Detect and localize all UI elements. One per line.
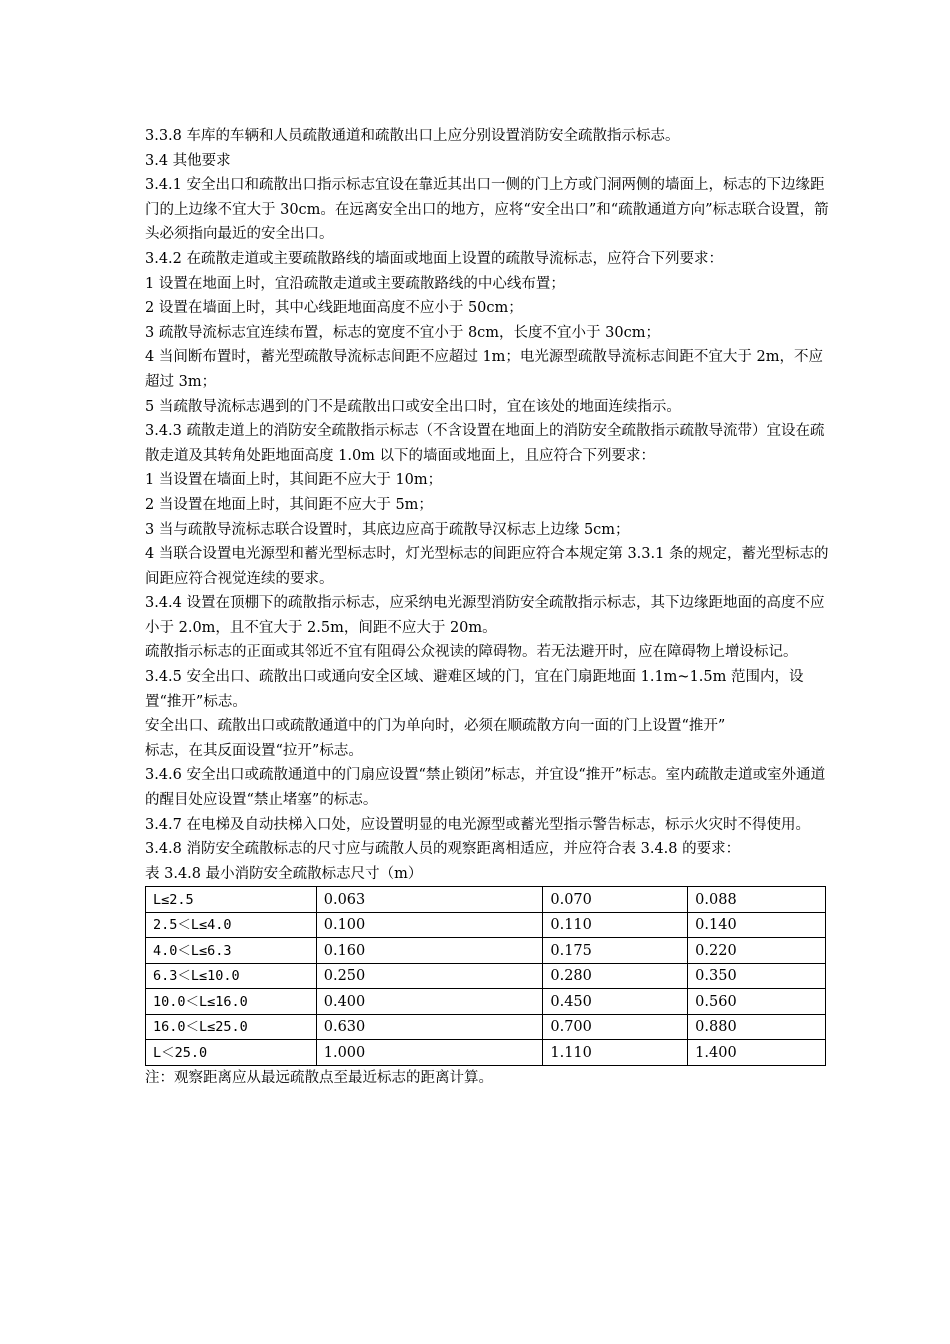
table-row (146, 989, 826, 1015)
table-cell-range: L≤2.5 (146, 887, 317, 913)
table-cell: 0.100 (316, 912, 543, 938)
table-cell: 0.560 (688, 989, 826, 1015)
table-row (146, 912, 826, 938)
table-cell: 0.700 (543, 1014, 688, 1040)
table-cell-range: 2.5＜L≤4.0 (146, 912, 317, 938)
table-cell-range: 4.0＜L≤6.3 (146, 938, 317, 964)
table-cell: 0.070 (543, 887, 688, 913)
clause-3-4-3-item-1: 1 当设置在墙面上时，其间距不应大于 10m； (145, 472, 443, 489)
clause-3-4-2-item-5: 5 当疏散导流标志遇到的门不是疏散出口或安全出口时，宜在该处的地面连续指示。 (145, 398, 681, 415)
table-row (146, 1014, 826, 1040)
table-cell: 0.280 (543, 963, 688, 989)
table-cell: 1.400 (688, 1040, 826, 1066)
document-page (145, 124, 835, 1091)
table-note: 注：观察距离应从最远疏散点至最近标志的距离计算。 (145, 1069, 493, 1086)
table-cell-range: 16.0＜L≤25.0 (146, 1014, 317, 1040)
clause-3-4-5-cont-1: 安全出口、疏散出口或疏散通道中的门为单向时，必须在顺疏散方向一面的门上设置“推开” (145, 718, 726, 735)
table-cell: 0.063 (316, 887, 543, 913)
clause-3-4-2-item-2: 2 设置在墙面上时，其中心线距地面高度不应小于 50cm； (145, 300, 523, 317)
section-heading-3-4: 3.4 其他要求 (145, 152, 231, 169)
table-cell: 1.000 (316, 1040, 543, 1066)
table-cell: 0.450 (543, 989, 688, 1015)
table-cell: 0.140 (688, 912, 826, 938)
table-cell-range: 6.3＜L≤10.0 (146, 963, 317, 989)
table-row (146, 963, 826, 989)
table-row (146, 938, 826, 964)
clause-3-4-4: 3.4.4 设置在顶棚下的疏散指示标志，应采纳电光源型消防安全疏散指示标志，其下边缘距地面的高度不应小于 2.0m，且不宜大于 2.5m，间距不应大于 20m。 (145, 595, 825, 636)
clause-3-4-1: 3.4.1 安全出口和疏散出口指示标志宜设在靠近其出口一侧的门上方或门洞两侧的墙面上，标志的下边缘距门的上边缘不宜大于 30cm。在远离安全出口的地方，应将“安全出口”和“疏散通道方向”标志联合设置，箭头必须指向最近的安全出口。 (145, 177, 829, 243)
clause-3-4-3-item-2: 2 当设置在地面上时，其间距不应大于 5m； (145, 496, 433, 513)
clause-3-4-5-cont-2: 标志，在其反面设置“拉开”标志。 (145, 742, 363, 759)
clause-3-4-4-note: 疏散指示标志的正面或其邻近不宜有阻碍公众视读的障碍物。若无法避开时，应在障碍物上增设标记。 (145, 644, 798, 661)
clause-3-4-8: 3.4.8 消防安全疏散标志的尺寸应与疏散人员的观察距离相适应，并应符合表 3.4.8 的要求： (145, 841, 741, 858)
table-cell: 0.160 (316, 938, 543, 964)
clause-3-4-5: 3.4.5 安全出口、疏散出口或通向安全区域、避难区域的门，宜在门扇距地面 1.1m~1.5m 范围内，设置“推开”标志。 (145, 669, 804, 710)
table-cell-range: 10.0＜L≤16.0 (146, 989, 317, 1015)
table-cell: 0.110 (543, 912, 688, 938)
table-cell: 0.630 (316, 1014, 543, 1040)
clause-3-4-2-item-3: 3 疏散导流标志宜连续布置，标志的宽度不宜小于 8cm，长度不宜小于 30cm； (145, 324, 660, 341)
table-cell: 1.110 (543, 1040, 688, 1066)
clause-3-4-2: 3.4.2 在疏散走道或主要疏散路线的墙面或地面上设置的疏散导流标志，应符合下列要求： (145, 250, 723, 267)
table-caption: 表 3.4.8 最小消防安全疏散标志尺寸（m） (145, 865, 423, 882)
clause-3-4-6: 3.4.6 安全出口或疏散通道中的门扇应设置“禁止锁闭”标志，并宜设“推开”标志。室内疏散走道或室外通道的醒目处应设置“禁止堵塞”的标志。 (145, 767, 826, 809)
clause-3-4-2-item-1: 1 设置在地面上时，宜沿疏散走道或主要疏散路线的中心线布置； (145, 275, 565, 292)
table-cell-range: L＜25.0 (146, 1040, 317, 1066)
table-cell: 0.350 (688, 963, 826, 989)
table-cell: 0.175 (543, 938, 688, 964)
clause-3-4-3: 3.4.3 疏散走道上的消防安全疏散指示标志（不含设置在地面上的消防安全疏散指示疏散导流带）宜设在疏散走道及其转角处距地面高度 1.0m 以下的墙面或地面上，且应符合下列要求： (145, 423, 825, 464)
table-cell: 0.400 (316, 989, 543, 1015)
table-cell: 0.220 (688, 938, 826, 964)
clause-3-4-2-item-4: 4 当间断布置时，蓄光型疏散导流标志间距不应超过 1m；电光源型疏散导流标志间距不宜大于 2m，不应超过 3m； (145, 349, 823, 390)
table-cell: 0.250 (316, 963, 543, 989)
table-cell: 0.088 (688, 887, 826, 913)
clause-3-4-3-item-3: 3 当与疏散导流标志联合设置时，其底边应高于疏散导汉标志上边缘 5cm； (145, 521, 630, 538)
table-row (146, 887, 826, 913)
table-row (146, 1040, 826, 1066)
sign-size-table (145, 886, 826, 1066)
table-cell: 0.880 (688, 1014, 826, 1040)
clause-3-4-3-item-4: 4 当联合设置电光源型和蓄光型标志时，灯光型标志的间距应符合本规定第 3.3.1 条的规定，蓄光型标志的间距应符合视觉连续的要求。 (145, 546, 829, 587)
clause-3-3-8: 3.3.8 车库的车辆和人员疏散通道和疏散出口上应分别设置消防安全疏散指示标志。 (145, 128, 680, 144)
clause-3-4-7: 3.4.7 在电梯及自动扶梯入口处，应设置明显的电光源型或蓄光型指示警告标志，标示火灾时不得使用。 (145, 816, 810, 833)
